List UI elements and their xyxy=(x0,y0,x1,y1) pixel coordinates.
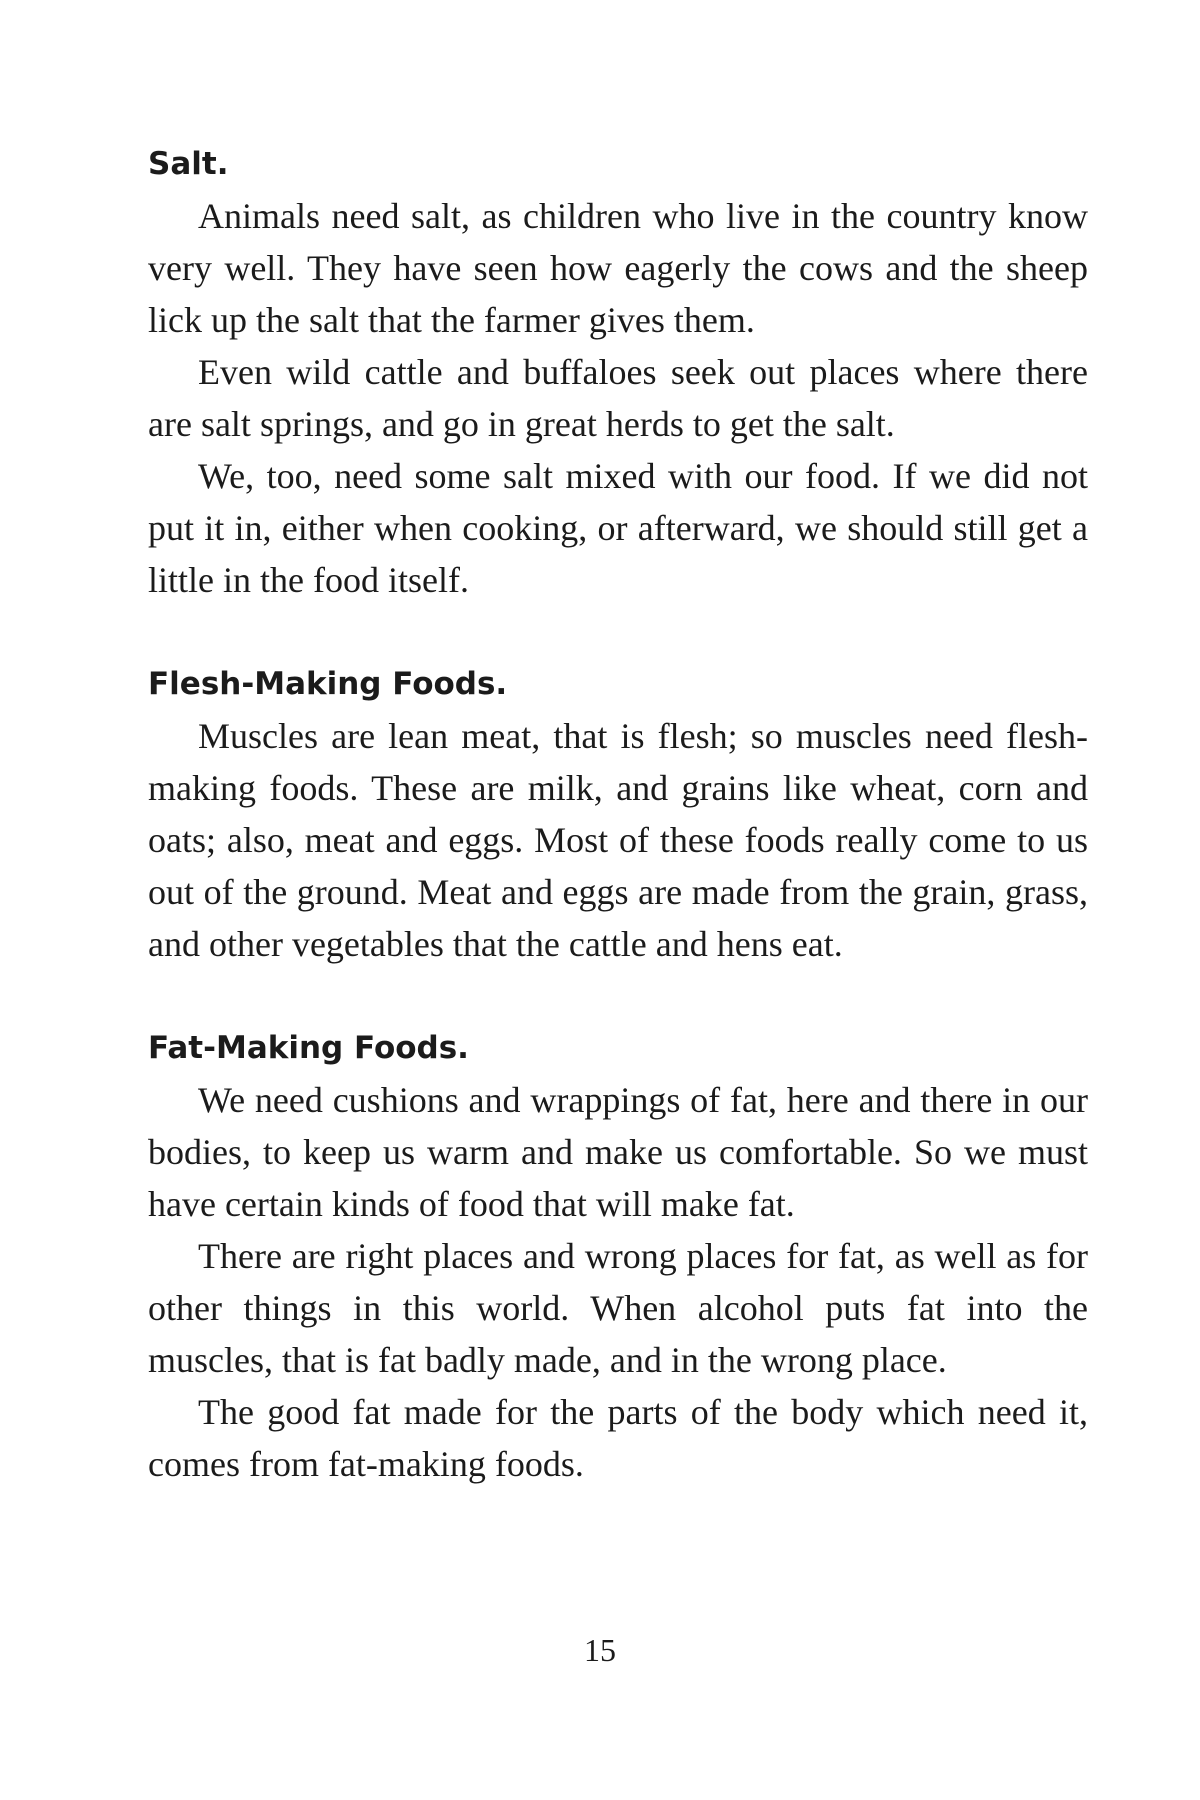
paragraph: Even wild cattle and buffaloes seek out places where there are salt springs, and go in great herds to get the salt. xyxy=(148,352,1088,444)
paragraph: Muscles are lean meat, that is flesh; so muscles need flesh-making foods. These are milk, and grains like wheat, corn and oats; also, meat and eggs. Most of these foods really come to us out of the ground. Meat and eggs are made from the grain, grass, and other vegetables that the cattle and hens eat. xyxy=(148,716,1088,964)
section-heading: Flesh-Making Foods. xyxy=(148,666,508,702)
section-spacer xyxy=(148,606,1088,658)
section-heading: Fat-Making Foods. xyxy=(148,1030,469,1066)
paragraph: We need cushions and wrappings of fat, here and there in our bodies, to keep us warm and make us comfortable. So we must have certain kinds of food that will make fat. xyxy=(148,1080,1088,1224)
paragraph: There are right places and wrong places for fat, as well as for other things in this world. When alcohol puts fat into the muscles, that is fat badly made, and in the wrong place. xyxy=(148,1236,1088,1380)
page-body xyxy=(148,138,1088,1490)
paragraph: Animals need salt, as children who live in the country know very well. They have seen how eagerly the cows and the sheep lick up the salt that the farmer gives them. xyxy=(148,196,1088,340)
section-spacer xyxy=(148,970,1088,1022)
section-fat-making-foods xyxy=(148,1022,1088,1490)
section-flesh-making-foods xyxy=(148,658,1088,970)
paragraph: We, too, need some salt mixed with our food. If we did not put it in, either when cooking, or afterward, we should still get a little in the food itself. xyxy=(148,456,1088,600)
section-salt xyxy=(148,138,1088,606)
section-heading: Salt. xyxy=(148,146,229,182)
paragraph: The good fat made for the parts of the body which need it, comes from fat-making foods. xyxy=(148,1392,1088,1484)
page-number: 15 xyxy=(584,1632,616,1668)
